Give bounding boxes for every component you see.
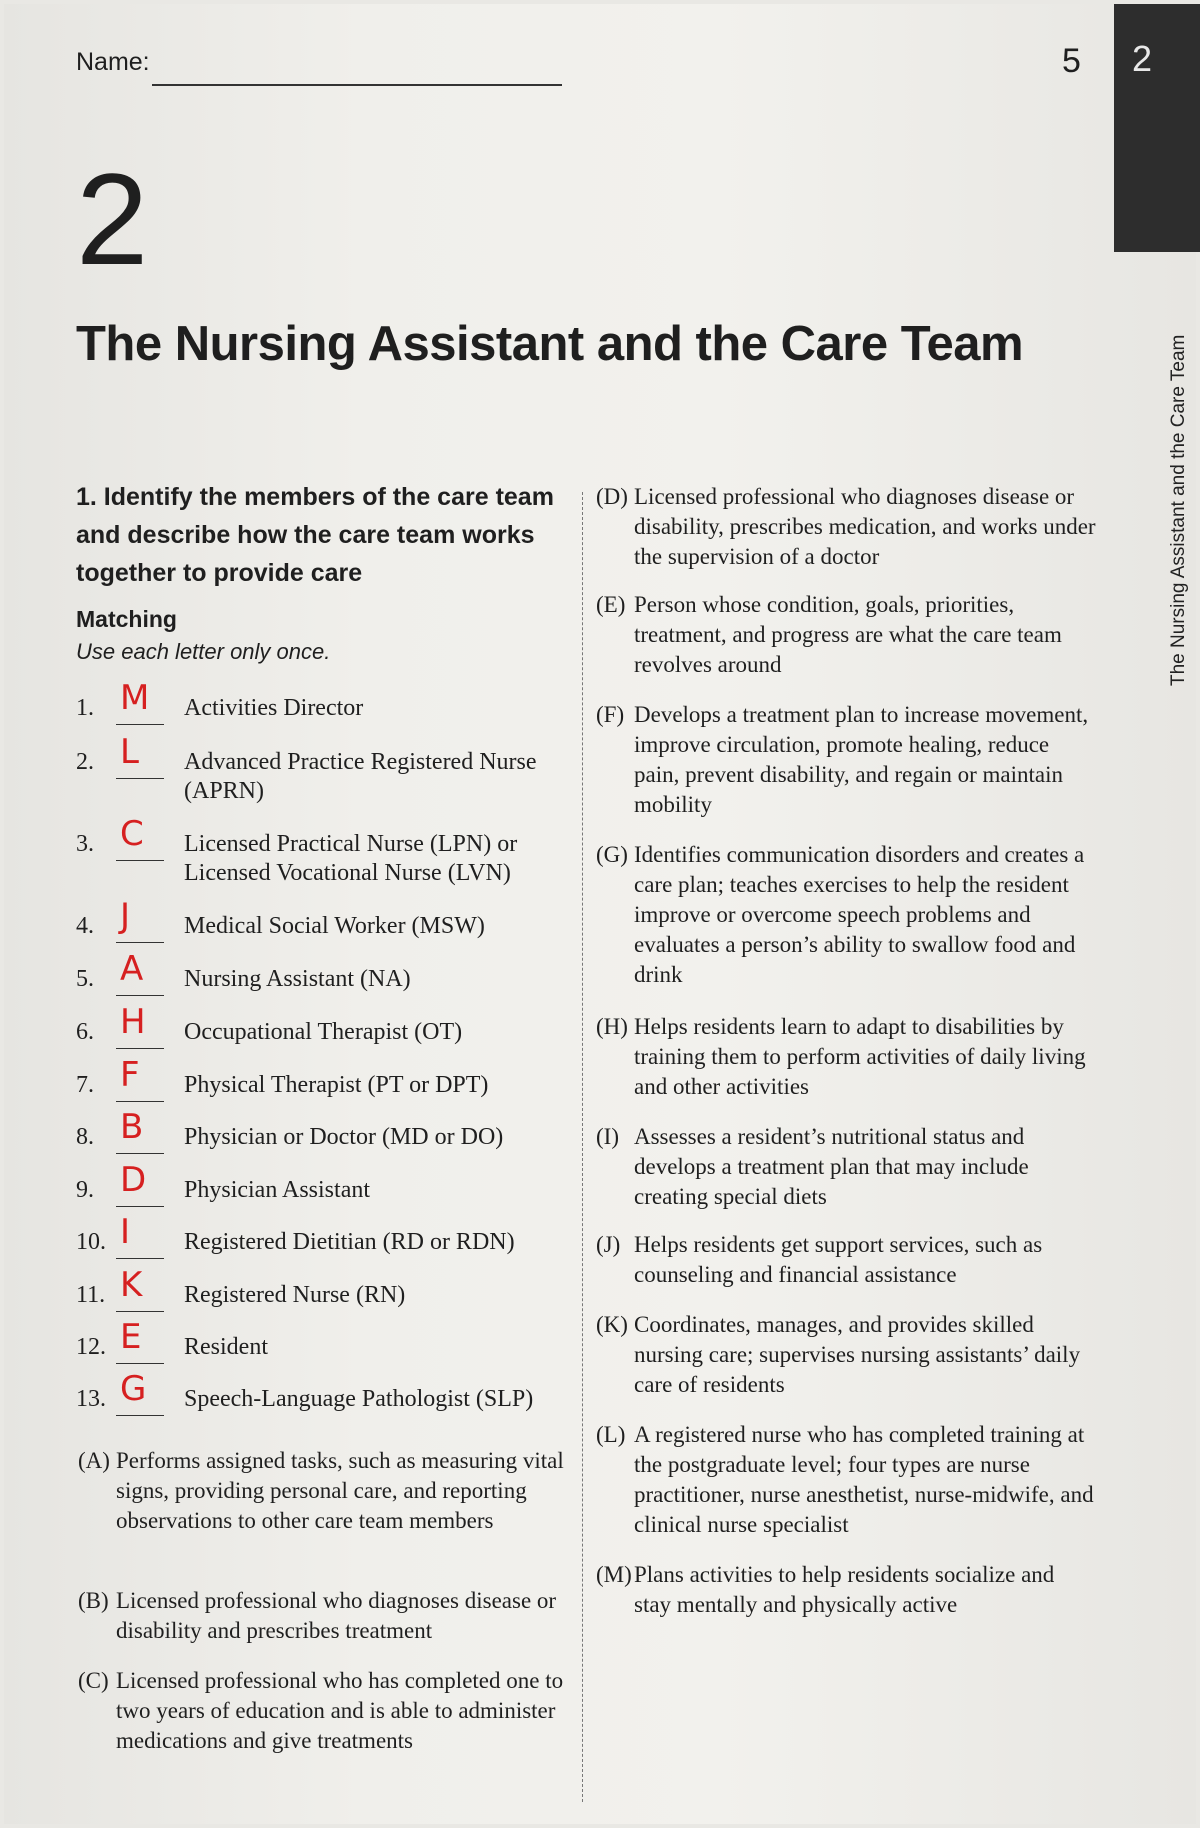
definition-letter: (F) (596, 702, 625, 727)
item-number: 2. (76, 749, 94, 775)
item-term: Physician Assistant (184, 1177, 371, 1203)
page-number: 5 (1062, 42, 1081, 80)
chapter-number: 2 (76, 146, 149, 292)
definition-text: Coordinates, manages, and provides skilled nursing care; supervises nursing assistants’ daily care of residents (634, 1312, 1081, 1397)
handwritten-answer: J (120, 896, 131, 936)
definition-letter: (E) (596, 592, 626, 617)
chapter-tab-number: 2 (1132, 38, 1153, 79)
handwritten-answer: F (120, 1055, 140, 1095)
item-term: Licensed Practical Nurse (LPN) or Licensed Vocational Nurse (LVN) (184, 831, 518, 886)
item-term: Medical Social Worker (MSW) (184, 913, 485, 939)
definition-letter: (A) (78, 1448, 110, 1473)
definition-letter: (M) (596, 1562, 632, 1587)
handwritten-answer: M (120, 678, 150, 718)
handwritten-answer: D (120, 1160, 147, 1200)
name-label: Name: (76, 48, 150, 76)
item-number: 5. (76, 966, 94, 992)
chapter-side-tab (1114, 4, 1200, 252)
column-divider (582, 492, 583, 1802)
item-number: 3. (76, 831, 94, 857)
item-term: Registered Nurse (RN) (184, 1282, 406, 1308)
chapter-title: The Nursing Assistant and the Care Team (76, 317, 1024, 371)
handwritten-answer: I (120, 1212, 131, 1252)
item-term: Registered Dietitian (RD or RDN) (184, 1229, 515, 1255)
definition-letter: (H) (596, 1014, 628, 1039)
item-term: Nursing Assistant (NA) (184, 966, 411, 992)
definition-text: Helps residents learn to adapt to disabilities by training them to perform activities of daily living and other activities (634, 1014, 1086, 1099)
definition-letter: (L) (596, 1422, 626, 1447)
definition-text: Person whose condition, goals, priorities, treatment, and progress are what the care team revolves around (634, 592, 1062, 677)
section-heading: 1. Identify the members of the care team and describe how the care team works together to provide care (76, 483, 554, 587)
definition-text: Licensed professional who has completed one to two years of education and is able to administer medications and give treatments (116, 1668, 564, 1753)
handwritten-answer: A (120, 949, 144, 989)
definition-letter: (B) (78, 1588, 109, 1613)
handwritten-answer: B (120, 1107, 144, 1147)
handwritten-answer: C (120, 814, 144, 854)
definition-text: Helps residents get support services, such as counseling and financial assistance (634, 1232, 1043, 1287)
item-term: Physical Therapist (PT or DPT) (184, 1072, 489, 1098)
item-number: 13. (76, 1386, 106, 1412)
definition-text: A registered nurse who has completed training at the postgraduate level; four types are nurse practitioner, nurse anesthetist, nurse-midwife, and clinical nurse specialist (634, 1422, 1094, 1537)
item-term: Physician or Doctor (MD or DO) (184, 1124, 504, 1150)
definition-text: Plans activities to help residents socialize and stay mentally and physically active (634, 1562, 1055, 1617)
name-blank-line[interactable] (152, 84, 562, 86)
handwritten-answer: G (120, 1369, 147, 1409)
handwritten-answer: H (120, 1002, 146, 1042)
item-number: 10. (76, 1229, 106, 1255)
definition-text: Assesses a resident’s nutritional status and develops a treatment plan that may include creating special diets (634, 1124, 1029, 1209)
item-number: 11. (76, 1282, 106, 1308)
item-term: Activities Director (184, 695, 364, 721)
matching-label: Matching (76, 606, 177, 632)
item-number: 8. (76, 1124, 94, 1150)
definition-text: Licensed professional who diagnoses disease or disability and prescribes treatment (116, 1588, 557, 1643)
definition-letter: (J) (596, 1232, 621, 1257)
item-number: 12. (76, 1334, 106, 1360)
definition-letter: (C) (78, 1668, 109, 1693)
item-number: 6. (76, 1019, 94, 1045)
item-number: 1. (76, 695, 94, 721)
workbook-page (4, 4, 1196, 1824)
handwritten-answer: L (120, 732, 139, 772)
handwritten-answer: E (120, 1317, 142, 1357)
handwritten-answer: K (120, 1265, 143, 1305)
item-term: Advanced Practice Registered Nurse (APRN) (184, 749, 537, 804)
definition-letter: (G) (596, 842, 628, 867)
definition-text: Licensed professional who diagnoses disease or disability, prescribes medication, and works under the supervision of a doctor (634, 484, 1096, 569)
item-number: 4. (76, 913, 94, 939)
item-term: Occupational Therapist (OT) (184, 1019, 463, 1045)
definition-letter: (K) (596, 1312, 628, 1337)
definition-text: Performs assigned tasks, such as measuring vital signs, providing personal care, and reporting observations to other care team members (116, 1448, 564, 1533)
item-term: Speech-Language Pathologist (SLP) (184, 1386, 534, 1412)
item-number: 9. (76, 1177, 94, 1203)
chapter-side-title: The Nursing Assistant and the Care Team (1168, 334, 1189, 686)
matching-instructions: Use each letter only once. (76, 639, 331, 664)
item-term: Resident (184, 1334, 268, 1360)
definition-text: Identifies communication disorders and creates a care plan; teaches exercises to help the resident improve or overcome speech problems and evaluates a person’s ability to swallow food and drink (634, 842, 1085, 987)
definition-text: Develops a treatment plan to increase movement, improve circulation, promote healing, reduce pain, prevent disability, and regain or maintain mobility (634, 702, 1089, 817)
definition-letter: (I) (596, 1124, 619, 1149)
definition-letter: (D) (596, 484, 628, 509)
item-number: 7. (76, 1072, 94, 1098)
